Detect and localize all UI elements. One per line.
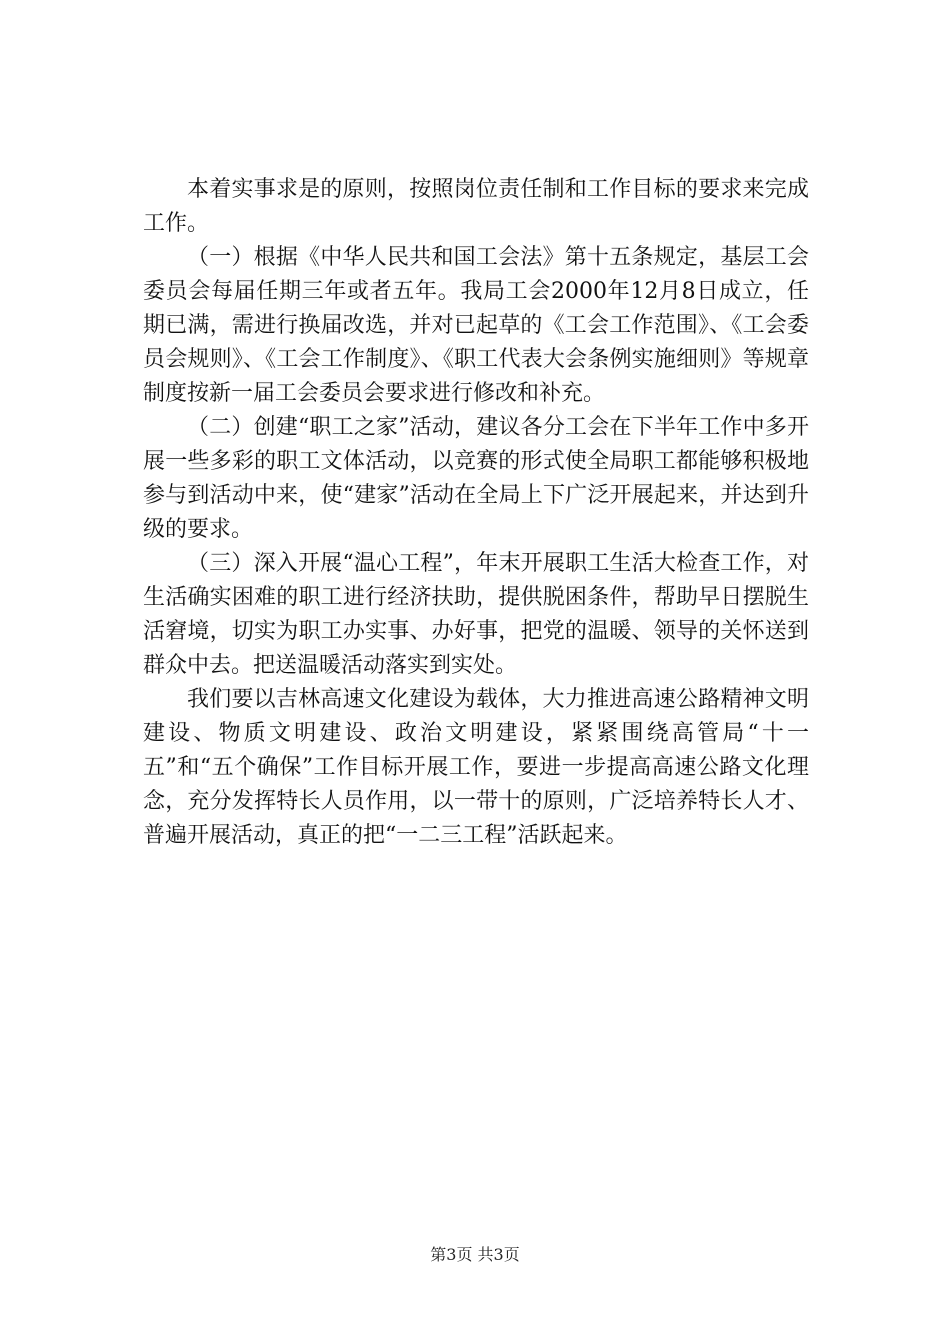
paragraph-item-2: （二）创建“职工之家”活动，建议各分工会在下半年工作中多开展一些多彩的职工文体活动，以竞赛的形式使全局职工都能够积极地参与到活动中来，使“建家”活动在全局上下广泛开展起来，并达到升级的要求。 bbox=[143, 415, 809, 542]
document-body bbox=[143, 173, 809, 853]
paragraph-conclusion: 我们要以吉林高速文化建设为载体，大力推进高速公路精神文明建设、物质文明建设、政治文明建设，紧紧围绕高管局“十一五”和“五个确保”工作目标开展工作，要进一步提高高速公路文化理念，充分发挥特长人员作用，以一带十的原则，广泛培养特长人才、普遍开展活动，真正的把“一二三工程”活跃起来。 bbox=[143, 687, 809, 848]
paragraph-item-1: （一）根据《中华人民共和国工会法》第十五条规定，基层工会委员会每届任期三年或者五年。我局工会2000年12月8日成立，任期已满，需进行换届改选，并对已起草的《工会工作范围》、《工会委员会规则》、《工会工作制度》、《职工代表大会条例实施细则》等规章制度按新一届工会委员会要求进行修改和补充。 bbox=[143, 245, 809, 406]
paragraph-item-3: （三）深入开展“温心工程”，年末开展职工生活大检查工作，对生活确实困难的职工进行经济扶助，提供脱困条件，帮助早日摆脱生活窘境，切实为职工办实事、办好事，把党的温暖、领导的关怀送到群众中去。把送温暖活动落实到实处。 bbox=[143, 551, 809, 678]
page-footer: 第3页 共3页 bbox=[430, 1245, 520, 1264]
paragraph-intro: 本着实事求是的原则，按照岗位责任制和工作目标的要求来完成工作。 bbox=[143, 177, 809, 236]
